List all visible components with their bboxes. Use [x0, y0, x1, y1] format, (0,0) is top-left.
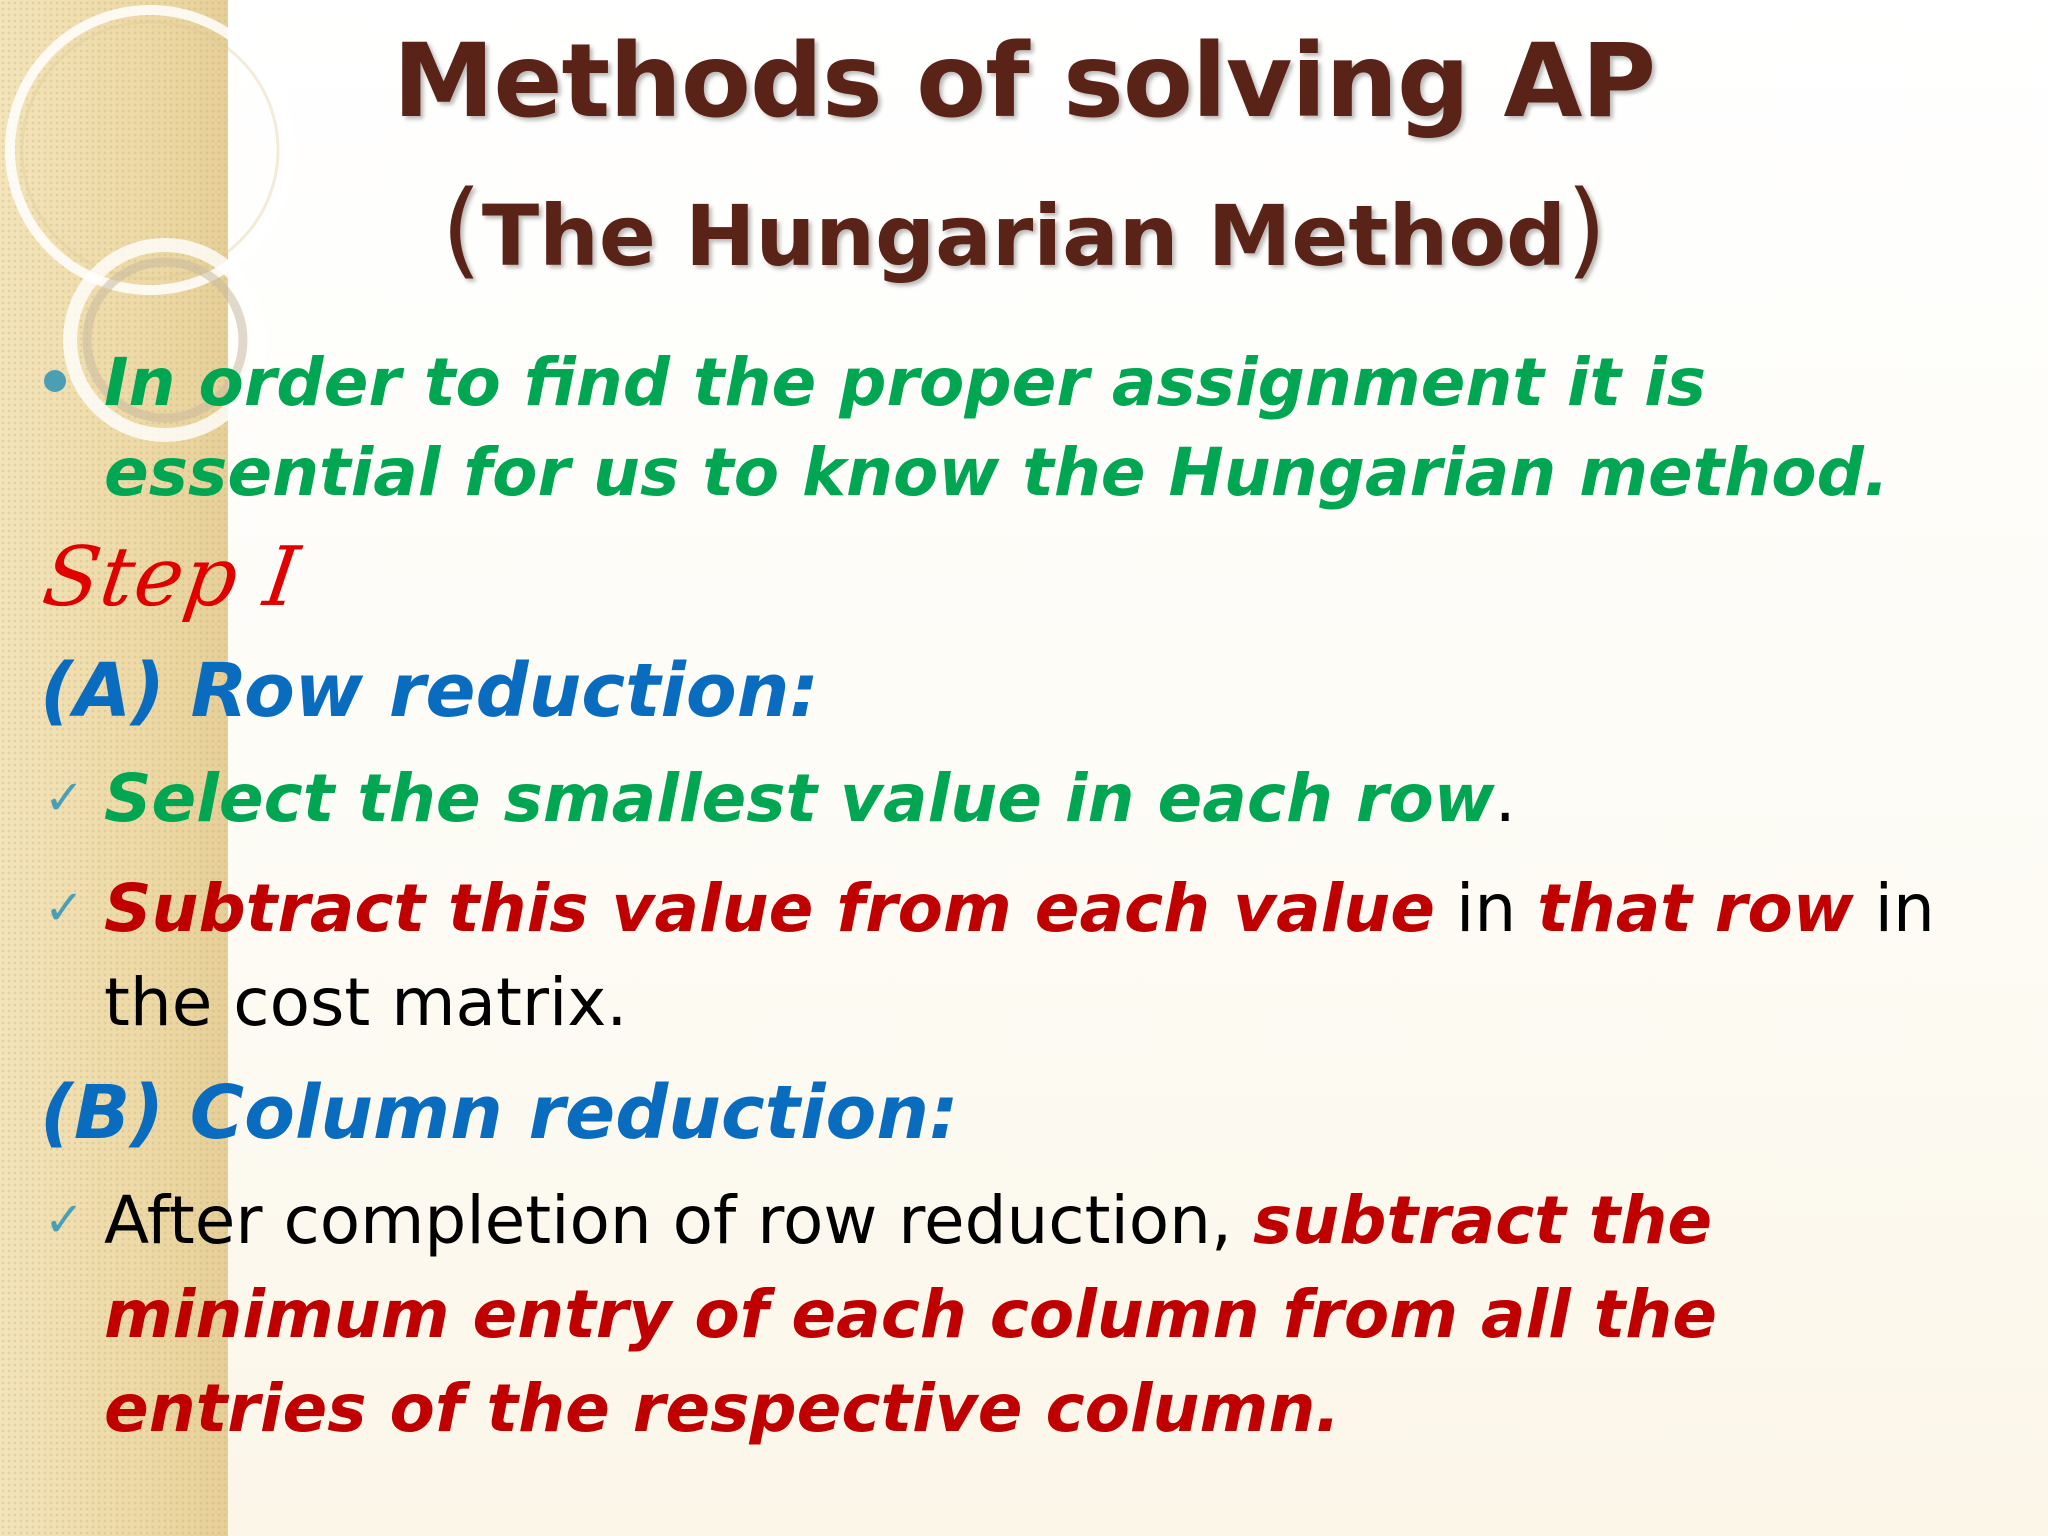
row-item-1 [104, 760, 1516, 837]
check-icon: ✓ [44, 1192, 85, 1248]
subtitle-text: The Hungarian Method [481, 187, 1567, 285]
slide-title: Methods of solving AP [392, 22, 1656, 141]
row-item-1-text: Select the smallest value in each row [104, 760, 1495, 837]
bullet-dot-icon [44, 370, 66, 392]
row-item-2-b: in [1435, 870, 1538, 947]
intro-line-1: In order to find the proper assignment it is [104, 344, 1706, 421]
col-item-line-2: minimum entry of each column from all the [104, 1276, 1718, 1353]
subtitle-open-paren: ( [441, 168, 482, 290]
step-label: Step I [37, 530, 306, 625]
check-icon: ✓ [44, 770, 85, 826]
col-item-a: After completion of row reduction, [104, 1182, 1253, 1259]
column-reduction-heading: (B) Column reduction: [40, 1070, 959, 1156]
row-item-1-end: . [1494, 760, 1516, 837]
row-item-2-line-2: the cost matrix. [104, 964, 628, 1041]
subtitle-close-paren: ) [1566, 168, 1607, 290]
row-item-2 [104, 870, 1935, 947]
check-icon: ✓ [44, 880, 85, 936]
col-item [104, 1182, 1713, 1259]
col-item-b: subtract the [1252, 1182, 1713, 1259]
row-item-2-a: Subtract this value from each value [104, 870, 1436, 947]
row-reduction-heading: (A) Row reduction: [40, 648, 819, 734]
col-item-line-3: entries of the respective column. [104, 1370, 1341, 1447]
intro-line-2: essential for us to know the Hungarian method. [104, 434, 1889, 511]
row-item-2-d: in [1853, 870, 1935, 947]
row-item-2-c: that row [1537, 870, 1854, 947]
